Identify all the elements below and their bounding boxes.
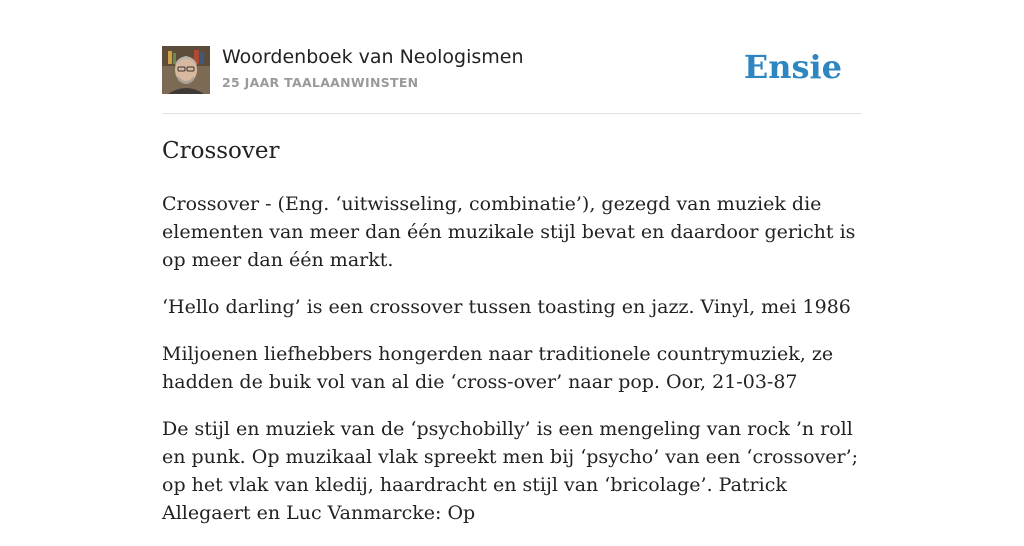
citation-2: Miljoenen liefhebbers hongerden naar traditionele countrymuziek, ze hadden de buik vol van al die ‘cross-over’ naar pop. Oor, 21-03-87 xyxy=(162,343,834,393)
site-subtitle: 25 JAAR TAALAANWINSTEN xyxy=(222,75,419,90)
citation-1: ‘Hello darling’ is een crossover tussen toasting en jazz. Vinyl, mei 1986 xyxy=(162,296,851,318)
entry-title: Crossover xyxy=(162,138,280,164)
avatar-portrait-icon xyxy=(162,46,210,94)
citation-3: De stijl en muziek van de ‘psychobilly’ is een mengeling van rock ’n roll en punk. Op muzikaal vlak spreekt men bij ‘psycho’ van een ‘crossover’; op het vlak van kledij, haardracht en stijl van ‘bricolage’. Patrick Allegaert en Luc Vanmarcke: Op xyxy=(162,418,859,524)
site-title[interactable]: Woordenboek van Neologismen xyxy=(222,46,524,68)
ensie-logo-link[interactable]: Ensie xyxy=(743,48,842,86)
avatar[interactable] xyxy=(162,46,210,94)
entry-definition: Crossover - (Eng. ‘uitwisseling, combinatie’), gezegd van muziek die elementen van meer dan één muzikale stijl bevat en daardoor gericht is op meer dan één markt. xyxy=(162,193,856,271)
entry-content xyxy=(162,190,862,546)
site-header xyxy=(162,46,862,114)
